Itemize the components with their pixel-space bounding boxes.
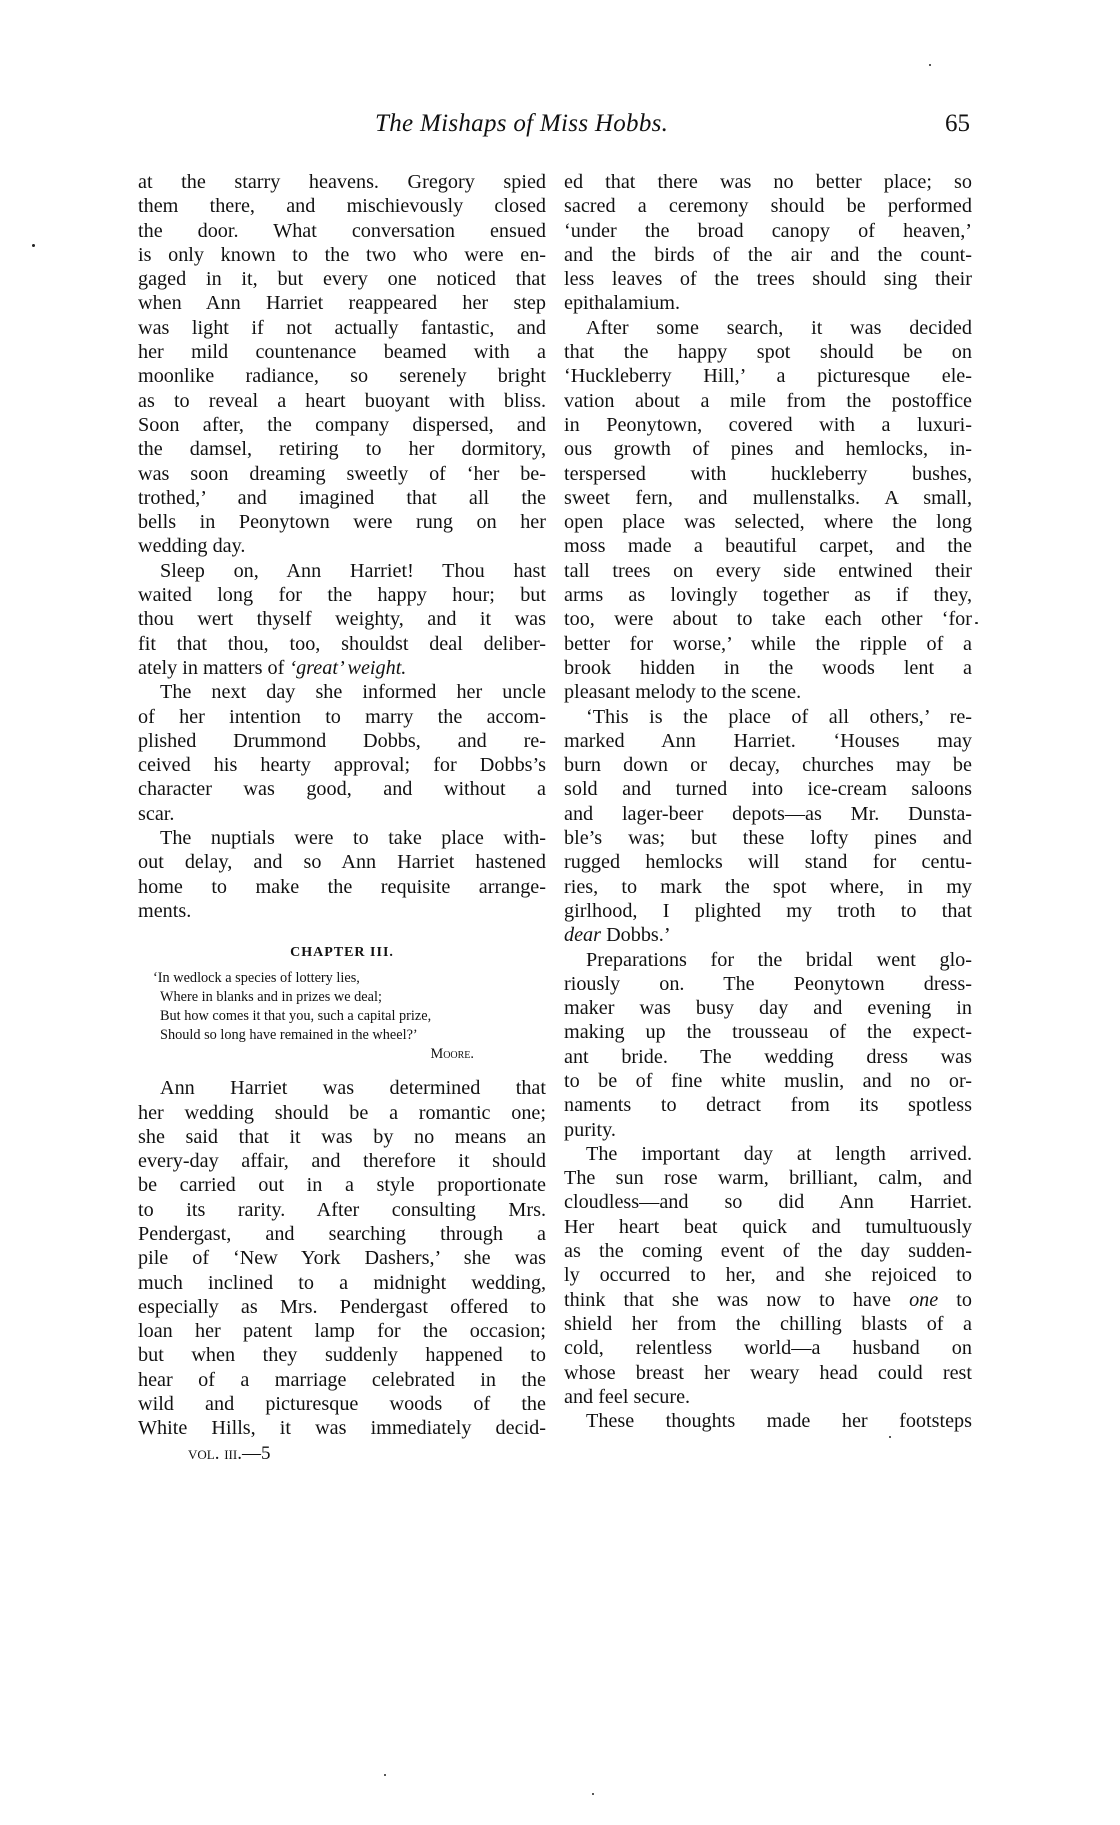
epigraph-line: Where in blanks and in prizes we deal; [160,989,382,1006]
text-line: maker was busy day and evening in [564,997,972,1020]
scan-speck [929,64,931,66]
text-line: her mild countenance beamed with a [138,341,546,364]
text-line: shield her from the chilling blasts of a [564,1312,972,1335]
text-line: Pendergast, and searching through a [138,1222,546,1245]
text-line: ries, to mark the spot where, in my [564,875,972,898]
text-line: ly occurred to her, and she rejoiced to [564,1264,972,1287]
scan-speck [592,1793,594,1795]
text-line: in Peonytown, covered with a luxuri- [564,413,972,436]
right-column [564,170,972,1433]
text-line: them there, and mischievously closed [138,195,546,218]
text-line: sweet fern, and mullenstalks. A small, [564,486,972,509]
text-line: ments. [138,899,192,922]
running-title: The Mishaps of Miss Hobbs. [375,110,669,137]
scan-speck [975,622,978,624]
text-line: loan her patent lamp for the occasion; [138,1320,546,1343]
text-line: as the coming event of the day sudden- [564,1240,972,1263]
text-line: that the happy spot should be on [564,341,972,364]
text-line: plished Drummond Dobbs, and re- [138,729,546,752]
text-line [138,656,546,680]
text-line: The sun rose warm, brilliant, calm, and [564,1167,972,1190]
paragraph-start: The next day she informed her uncle [160,681,546,704]
text-line: be carried out in a style proportionate [138,1174,546,1197]
paragraph-start: Preparations for the bridal went glo- [586,948,972,971]
chapter-heading: CHAPTER III. [290,945,394,961]
text-line: cold, relentless world—a husband on [564,1337,972,1360]
text-line: bells in Peonytown were rung on her [138,511,546,534]
text-line: open place was selected, where the long [564,511,972,534]
text-line: too, were about to take each other ‘for [564,608,972,631]
text-line: was soon dreaming sweetly of ‘her be- [138,462,546,485]
text-line: every-day affair, and therefore it should [138,1150,546,1173]
paragraph-start: Ann Harriet was determined that [160,1077,546,1100]
text-line: and lager-beer depots—as Mr. Dunsta- [564,802,972,825]
text-line: she said that it was by no means an [138,1125,546,1148]
paragraph-start: These thoughts made her footsteps [586,1410,972,1433]
text-line: pile of ‘New York Dashers,’ she was [138,1247,546,1270]
text-line: naments to detract from its spotless [564,1094,972,1117]
text-line: as to reveal a heart buoyant with bliss. [138,389,546,412]
text-fragment: ately in matters of [138,656,290,679]
text-line: terspersed with huckleberry bushes, [564,462,972,485]
text-line: whose breast her weary head could rest [564,1361,972,1384]
text-line: ed that there was no better place; so [564,171,972,193]
text-line: home to make the requisite arrange- [138,875,546,898]
left-column [138,170,546,1467]
text-line: the damsel, retiring to her dormitory, [138,438,546,461]
scan-speck [384,1774,386,1776]
text-line: the door. What conversation ensued [138,219,546,242]
text-fragment: think that she was now to have [564,1288,910,1311]
text-line: sold and turned into ice-cream saloons [564,778,972,801]
paragraph-start: Sleep on, Ann Harriet! Thou hast [160,559,546,582]
text-line: to its rarity. After consulting Mrs. [138,1198,546,1221]
text-line: is only known to the two who were en- [138,243,546,266]
text-line: her wedding should be a romantic one; [138,1101,546,1124]
text-line: rugged hemlocks will stand for centu- [564,851,972,874]
text-line: at the starry heavens. Gregory spied [138,171,546,193]
text-line: ble’s was; but these lofty pines and [564,827,972,850]
text-line: better for worse,’ while the ripple of a [564,632,972,655]
scan-speck [889,1436,891,1438]
text-line: scar. [138,802,175,825]
text-line: fit that thou, too, shouldst deal deliber- [138,632,546,655]
text-line: ‘Huckleberry Hill,’ a picturesque ele- [564,365,972,388]
paragraph-start: ‘This is the place of all others,’ re- [586,705,972,728]
text-line: Soon after, the company dispersed, and [138,413,546,436]
text-line: when Ann Harriet reappeared her step [138,292,546,315]
page-number: 65 [945,110,970,137]
text-line: hear of a marriage celebrated in the [138,1368,546,1391]
text-line: moss made a beautiful carpet, and the [564,535,972,558]
text-line: brook hidden in the woods lent a [564,656,972,679]
text-line: wedding day. [138,535,246,558]
text-line: moonlike radiance, so serenely bright [138,365,546,388]
italic-emphasis: one [909,1288,939,1311]
signature-mark: vol. iii.—5 [188,1442,271,1464]
text-line: and feel secure. [564,1385,691,1408]
text-line: tall trees on every side entwined their [564,559,972,582]
text-line: character was good, and without a [138,778,546,801]
text-line: ant bride. The wedding dress was [564,1045,972,1068]
text-line: was light if not actually fantastic, and [138,316,546,339]
epigraph [138,969,546,1064]
text-line: gaged in it, but every one noticed that [138,268,546,291]
text-line: cloudless—and so did Ann Harriet. [564,1191,972,1214]
scan-speck [32,244,35,247]
epigraph-line: ‘In wedlock a species of lottery lies, [153,970,360,987]
text-line: to be of fine white muslin, and no or- [564,1069,972,1092]
text-line: vation about a mile from the postoffice [564,389,972,412]
italic-emphasis: dear [564,924,602,947]
paragraph-start: The important day at length arrived. [586,1142,972,1165]
text-line: waited long for the happy hour; but [138,584,546,607]
italic-emphasis: ‘great’ weight. [289,656,407,679]
text-line: and the birds of the air and the count- [564,243,972,266]
text-line: burn down or decay, churches may be [564,754,972,777]
text-line: arms as lovingly together as if they, [564,584,972,607]
text-line: epithalamium. [564,292,681,315]
text-line [564,1288,972,1312]
text-line: sacred a ceremony should be performed [564,195,972,218]
text-line: ceived his hearty approval; for Dobbs’s [138,754,546,777]
epigraph-line: Should so long have remained in the wheel?’ [160,1027,418,1044]
text-line: much inclined to a midnight wedding, [138,1271,546,1294]
text-line: but when they suddenly happened to [138,1344,546,1367]
text-line: trothed,’ and imagined that all the [138,486,546,509]
text-line: ‘under the broad canopy of heaven,’ [564,219,972,242]
text-line: ous growth of pines and hemlocks, in- [564,438,972,461]
text-line: wild and picturesque woods of the [138,1393,546,1416]
text-line: marked Ann Harriet. ‘Houses may [564,729,972,752]
text-line: purity. [564,1118,616,1141]
paragraph-start: After some search, it was decided [586,316,972,339]
text-line: White Hills, it was immediately decid- [138,1417,546,1440]
text-line: of her intention to marry the accom- [138,705,546,728]
text-line: especially as Mrs. Pendergast offered to [138,1295,546,1318]
text-line [564,923,972,947]
text-line: thou wert thyself weighty, and it was [138,608,546,631]
text-fragment: to [938,1288,972,1311]
text-line: pleasant melody to the scene. [564,681,802,704]
epigraph-attribution: Moore. [430,1046,474,1063]
epigraph-line: But how comes it that you, such a capital prize, [160,1008,432,1025]
spacer [138,1064,546,1076]
text-line: girlhood, I plighted my troth to that [564,899,972,922]
text-line: riously on. The Peonytown dress- [564,972,972,995]
text-line: less leaves of the trees should sing their [564,268,972,291]
text-fragment: Dobbs.’ [601,924,671,947]
text-line: Her heart beat quick and tumultuously [564,1215,972,1238]
text-line: out delay, and so Ann Harriet hastened [138,851,546,874]
running-head [140,110,970,146]
paragraph-start: The nuptials were to take place with- [160,827,546,850]
text-line: making up the trousseau of the expect- [564,1021,972,1044]
